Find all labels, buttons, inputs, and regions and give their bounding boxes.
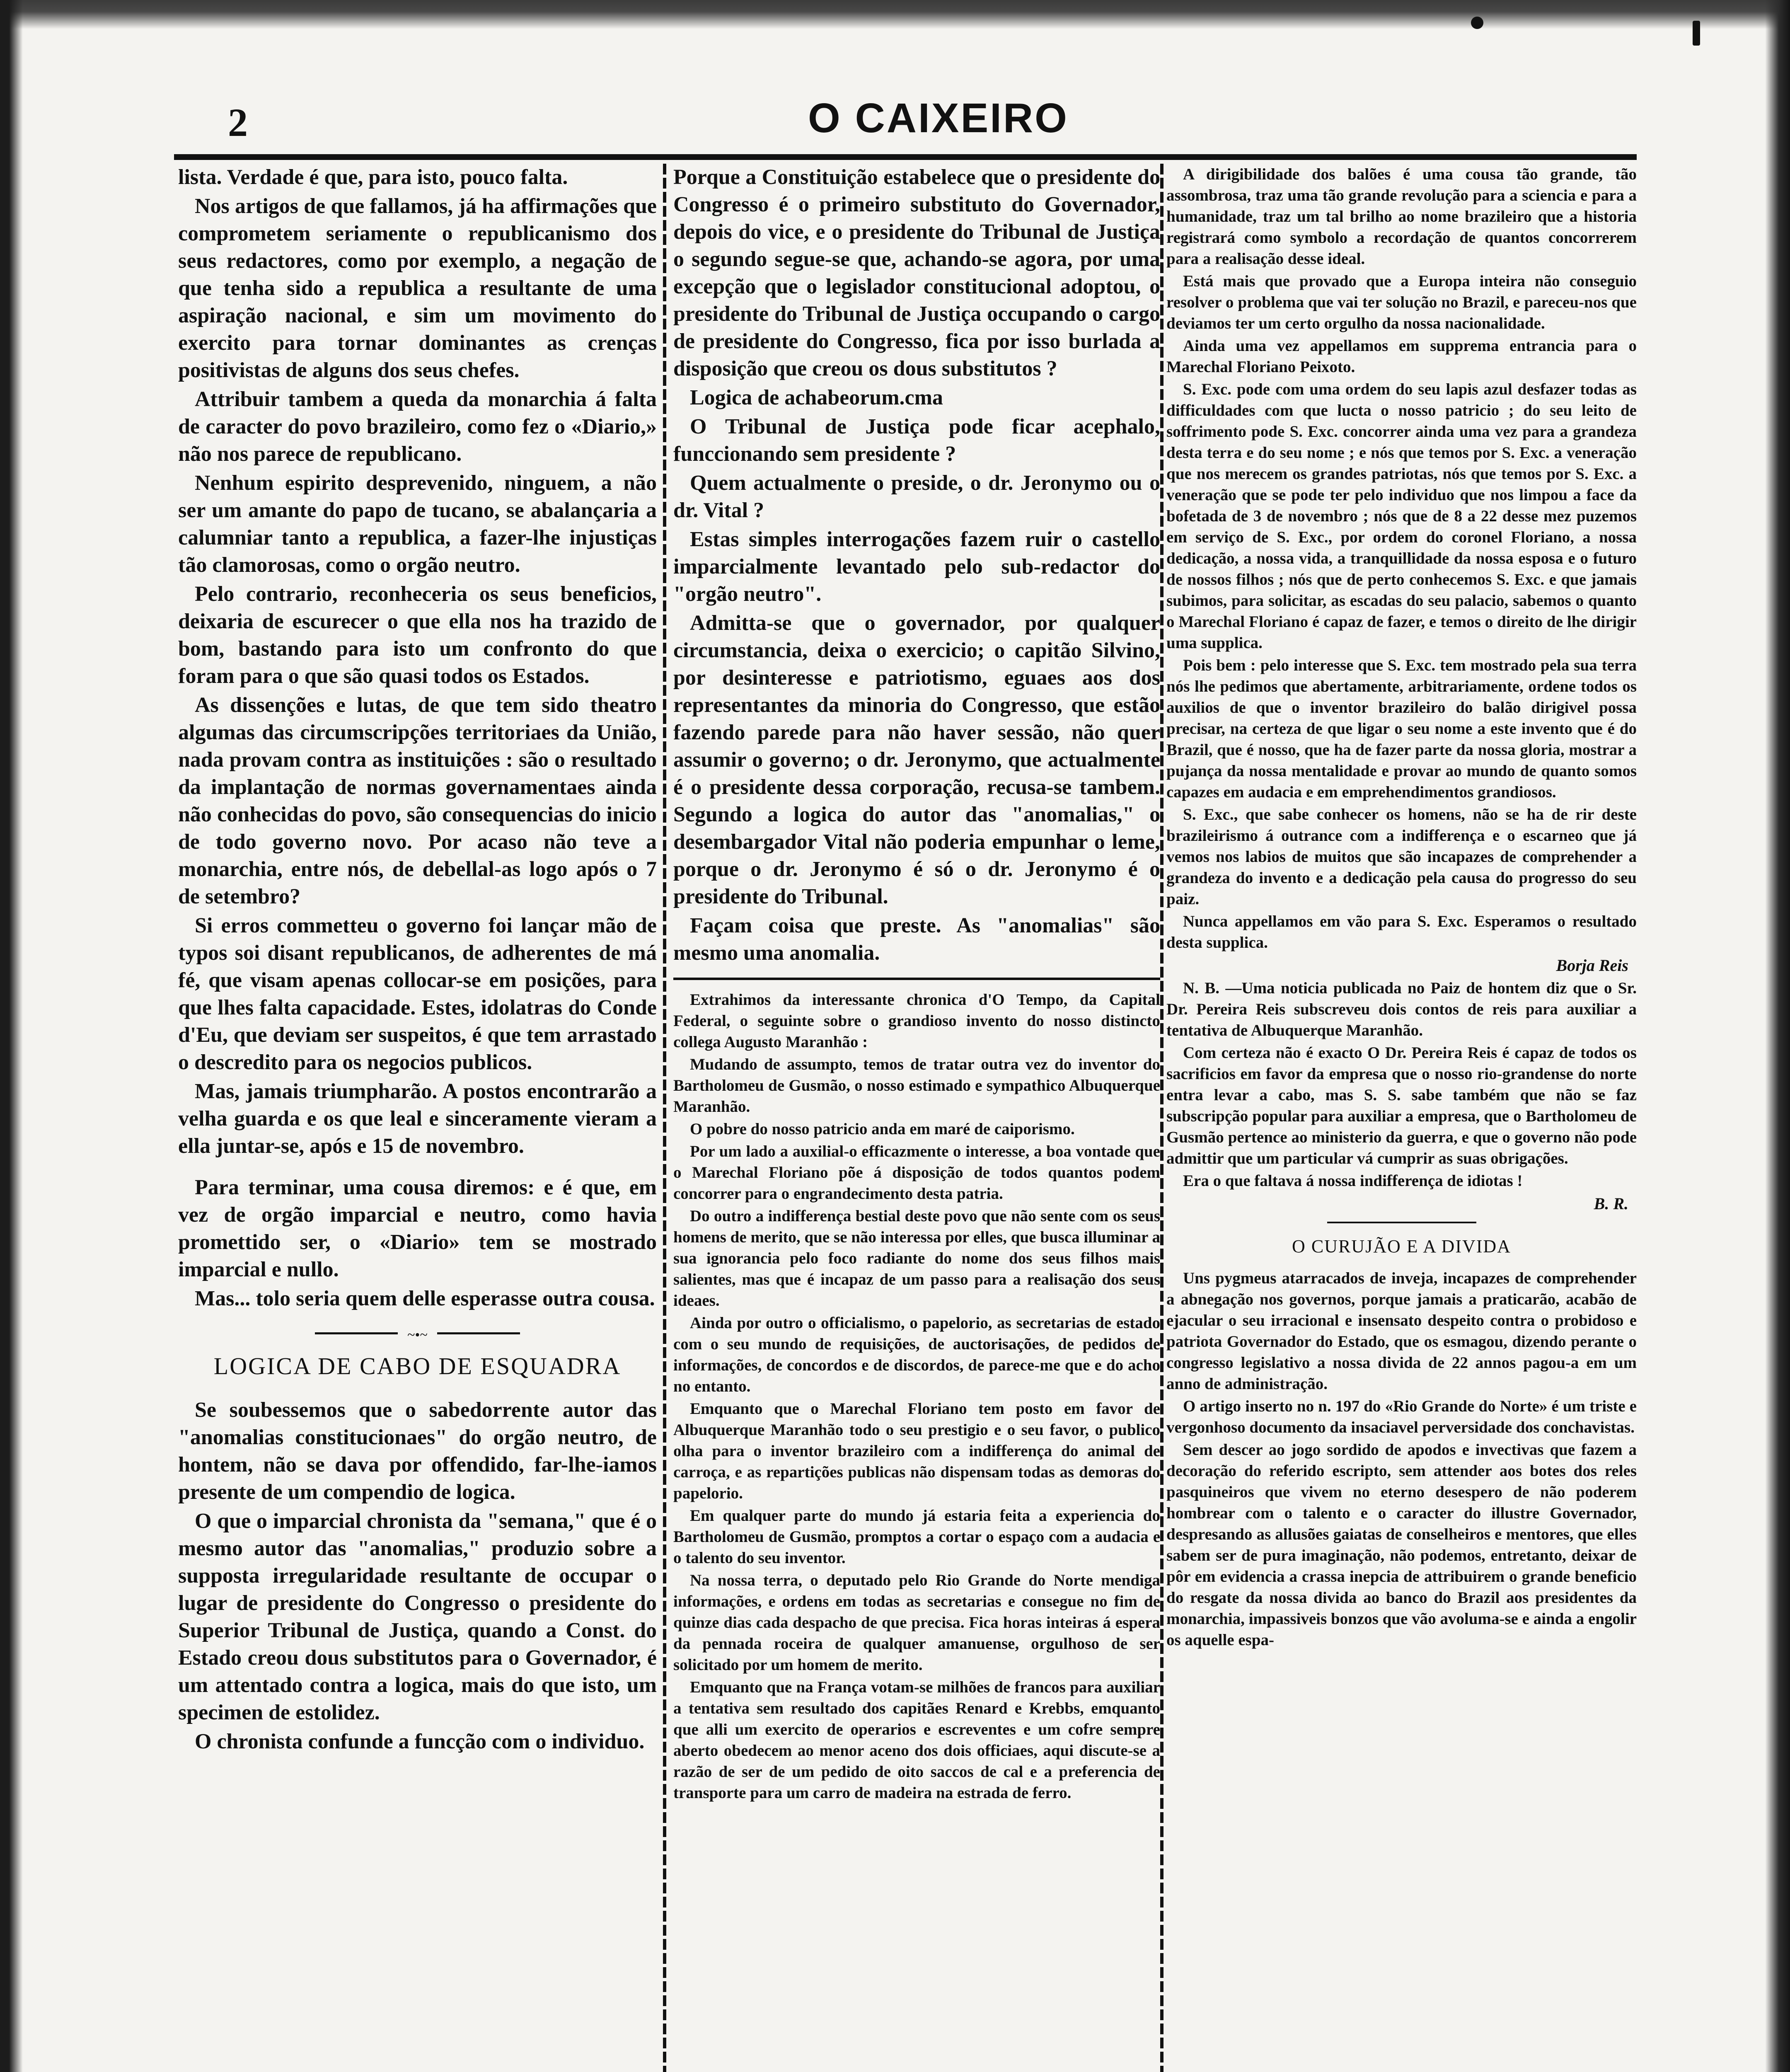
article-paragraph: Sem descer ao jogo sordido de apodos e invectivas que fazem a decoração do referido escripto, sem attender aos botes dos reles pasquineiros que vivem no eterno desespero de não poderem hombrear com o talento e o caracter do illustre Governador, despresando as allusões gaiatas de conselheiros e mentores, que elles sabem ser de pura imaginação, não podemos, entretanto, deixar de pôr em evidencia a crassa inepcia de attribuirem o grande beneficio do resgate da nossa divida ao banco do Brazil aos presidentes da monarchia, impassiveis bonzos que vão avoluma-se e ainda a engolir os aquelle espa- bbox=[1166, 1441, 1637, 1649]
article-paragraph: lista. Verdade é que, para isto, pouco falta. bbox=[178, 165, 568, 189]
article-paragraph: Se soubessemos que o sabedorrente autor das "anomalias constitucionaes" do orgão neutro, de hontem, não se dava por offendido, far-lhe-iamos presente de um compendio de logica. bbox=[178, 1398, 657, 1504]
article-paragraph: Si erros commetteu o governo foi lançar mão de typos soi disant republicanos, de adherentes de má fé, que visam apenas collocar-se em posições, para que lhes falta capacidade. Estes, idolatras do Conde d'Eu, que deviam ser suspeitos, é que tem arrastado o descredito para os negocios publicos. bbox=[178, 914, 657, 1074]
article-paragraph: S. Exc., que sabe conhecer os homens, não se ha de rir deste brazileirismo á outrance com a indifferença e o escarneo que já vemos nos labios de muitos que são incapazes de comprehender a grandeza do invento e a dedicação pela causa do progresso do seu paiz. bbox=[1166, 806, 1637, 908]
article-paragraph: Está mais que provado que a Europa inteira não conseguio resolver o problema que vai ter solução no Brazil, e pareceu-nos que deviamos ter um certo orgulho da nossa nacionalidade. bbox=[1166, 272, 1637, 332]
article-paragraph: Logica de achabeorum.cma bbox=[690, 386, 943, 409]
article-paragraph: O Tribunal de Justiça pode ficar acephalo, funccionando sem presidente ? bbox=[673, 415, 1160, 466]
header-rule bbox=[174, 154, 1637, 160]
article-paragraph: O que o imparcial chronista da "semana," que é o mesmo autor das "anomalias," produzio sobre a supposta irregularidade resultante de occupar o lugar de presidente do Congresso o presidente do Superior Tribunal de Justiça, quando a Const. do Estado creou dous substitutos para o Governador, é um attentado contra a logica, mais do que isto, um specimen de estolidez. bbox=[178, 1509, 657, 1724]
page-number: 2 bbox=[228, 100, 248, 145]
article-paragraph: Nenhum espirito desprevenido, ninguem, a não ser um amante do papo de tucano, se abalançaria a calumniar tanto a republica, a fazer-lhe injustiças tão clamorosas, como o orgão neutro. bbox=[178, 471, 657, 577]
section-ornament bbox=[178, 1327, 657, 1343]
masthead bbox=[178, 91, 1637, 149]
article-paragraph: N. B. —Uma noticia publicada no Paiz de hontem diz que o Sr. Dr. Pereira Reis subscreveu dois contos de reis para auxiliar a tentativa de Albuquerque Maranhão. bbox=[1166, 979, 1637, 1039]
article-paragraph: Nunca appellamos em vão para S. Exc. Esperamos o resultado desta supplica. bbox=[1166, 913, 1637, 951]
article-paragraph: Ainda uma vez appellamos em supprema entrancia para o Marechal Floriano Peixoto. bbox=[1166, 337, 1637, 376]
article-paragraph: O artigo inserto no n. 197 do «Rio Grande do Norte» é um triste e vergonhoso documento da insaciavel perversidade dos conchavistas. bbox=[1166, 1397, 1637, 1436]
column-2 bbox=[673, 164, 1160, 1805]
article-paragraph: Pois bem : pelo interesse que S. Exc. tem mostrado pela sua terra nós lhe pedimos que abertamente, arbitrariamente, ordene todos os auxilios de que o inventor brazileiro do balão dirigivel possa precisar, na certeza de que ligar o seu nome a este invento que é do Brazil, que é nosso, que ha de fazer parte da nossa gloria, mostrar a pujança da nossa mentalidade e provar ao mundo de quanto somos capazes em audacia e em emprehendimentos grandiosos. bbox=[1166, 656, 1637, 801]
section-rule bbox=[1327, 1222, 1476, 1223]
article-paragraph: Por um lado a auxilial-o efficazmente o interesse, a boa vontade que o Marechal Floriano põe á disposição de todos quantos podem concorrer para o engrandecimento desta patria. bbox=[673, 1143, 1160, 1203]
column-divider bbox=[663, 164, 666, 2072]
ornament-bar bbox=[437, 1332, 520, 1334]
section-rule bbox=[673, 978, 1160, 980]
article-paragraph: Com certeza não é exacto O Dr. Pereira Reis é capaz de todos os sacrificios em favor da empresa que o nosso rio-grandense do norte entra levar a cabo, mas S. S. sabe também que não se faz subscripção popular para auxiliar a empresa, que o Bartholomeu de Gusmão pertence ao ministerio da guerra, e que o governo não pode admittir que um particular vá cumprir as suas obrigações. bbox=[1166, 1044, 1637, 1167]
newspaper-title: O CAIXEIRO bbox=[808, 95, 1069, 141]
article-paragraph: Em qualquer parte do mundo já estaria feita a experiencia do Bartholomeu de Gusmão, promptos a cortar o espaço com a audacia e o talento do seu inventor. bbox=[673, 1507, 1160, 1567]
article-paragraph: A dirigibilidade dos balões é uma cousa tão grande, tão assombrosa, traz uma tão grande revolução para a sciencia e para a humanidade, traz um tal brilho ao nome brazileiro que a historia registrará como symbolo a recordação de quantos concorrerem para a realisação desse ideal. bbox=[1166, 165, 1637, 268]
article-paragraph: Para terminar, uma cousa diremos: e é que, em vez de orgão imparcial e neutro, como havia promettido ser, o «Diario» tem se mostrado imparcial e nullo. bbox=[178, 1176, 657, 1281]
article-paragraph: Mas... tolo seria quem delle esperasse outra cousa. bbox=[195, 1287, 655, 1310]
scan-border-left bbox=[0, 0, 23, 2072]
article-paragraph: Emquanto que na França votam-se milhões de francos para auxiliar a tentativa sem resultado dos capitães Renard e Krebbs, emquanto que alli um exercito de operarios e escreventes e um cofre sempre aberto obedecem ao menor aceno dos dois officiaes, aqui discute-se a razão de ser de um pedido de oito saccos de cal e a preferencia de transporte para um carro de madeira na estrada de ferro. bbox=[673, 1678, 1160, 1802]
article-paragraph: Emquanto que o Marechal Floriano tem posto em favor de Albuquerque Maranhão todo o seu prestigio e o seu favor, o publico olha para o inventor brazileiro com a indifferença do animal de carroça, e as repartições publicas não dispensam todas as demoras do papelorio. bbox=[673, 1400, 1160, 1502]
ornament-bar bbox=[315, 1332, 398, 1334]
article-paragraph: Uns pygmeus atarracados de inveja, incapazes de comprehender a abnegação nos governos, porque jamais a praticarão, acabão de ejacular o seu irracional e insensato despeito contra o probidoso e patriota Governador do Estado, que os esmagou, dizendo perante o congresso legislativo a nossa divida de 22 annos pagou-a em um anno de administração. bbox=[1166, 1269, 1637, 1393]
article-paragraph: Admitta-se que o governador, por qualquer circumstancia, deixa o exercicio; o capitão Silvino, por desinteresse e patriotismo, eguaes aos dos representantes da minoria do Congresso, que estão fazendo parede para não haver sessão, não quer assumir o governo; o dr. Jeronymo, que actualmente é o presidente dessa corporação, recusa-se tambem. Segundo a logica do autor das "anomalias," o desembargador Vital não poderia empunhar o leme, porque o dr. Jeronymo é só o dr. Jeronymo é o presidente do Tribunal. bbox=[673, 611, 1160, 908]
column-1 bbox=[178, 164, 657, 1757]
article-paragraph: As dissenções e lutas, de que tem sido theatro algumas das circumscripções territoriaes da União, nada provam contra as instituições : são o resultado da implantação de normas governamentaes ainda não conhecidas do povo, são consequencias do inicio de todo governo novo. Por acaso não teve a monarchia, entre nós, de debellal-as logo após o 7 de setembro? bbox=[178, 693, 657, 908]
article-paragraph: Estas simples interrogações fazem ruir o castello imparcialmente levantado pelo sub-redactor do "orgão neutro". bbox=[673, 528, 1160, 606]
ink-speck bbox=[1471, 17, 1483, 29]
article-paragraph: Façam coisa que preste. As "anomalias" são mesmo uma anomalia. bbox=[673, 914, 1160, 965]
article-paragraph: Nos artigos de que fallamos, já ha affirmações que comprometem seriamente o republicanismo dos seus redactores, como por exemplo, a negação de que tenha sido a republica a resultante de uma aspiração nacional, e sim um movimento do exercito para tornar dominantes as crenças positivistas de alguns dos seus chefes. bbox=[178, 194, 657, 382]
article-paragraph: Porque a Constituição estabelece que o presidente do Congresso é o primeiro substituto do Governador, depois do vice, e o presidente do Tribunal de Justiça o segundo segue-se que, achando-se agora, por uma excepção que o legislador constitucional adoptou, o presidente do Tribunal de Justiça occupando o cargo de presidente do Congresso, fica por isso burlada a disposição que creou os dous substitutos ? bbox=[673, 165, 1160, 380]
article-paragraph: Ainda por outro o officialismo, o papelorio, as secretarias de estado com o seu mundo de requisições, de auctorisações, de pedidos de informações, de concordos e de discordos, de parece-me que e do acho no entanto. bbox=[673, 1314, 1160, 1395]
article-paragraph: Extrahimos da interessante chronica d'O Tempo, da Capital Federal, o seguinte sobre o grandioso invento do nosso distincto collega Augusto Maranhão : bbox=[673, 991, 1160, 1051]
column-divider bbox=[1160, 164, 1164, 2072]
article-paragraph: Era o que faltava á nossa indifferença de idiotas ! bbox=[1183, 1172, 1523, 1190]
scan-border-top bbox=[0, 0, 1790, 29]
article-headline: LOGICA DE CABO DE ESQUADRA bbox=[213, 1353, 622, 1380]
ornament-knot: ~•~ bbox=[407, 1327, 428, 1343]
article-headline: O CURUJÃO E A DIVIDA bbox=[1292, 1236, 1511, 1256]
article-paragraph: Mas, jamais triumpharão. A postos encontrarão a velha guarda e os que leal e sinceramente vieram a ella juntar-se, após e 15 de novembro. bbox=[178, 1080, 657, 1158]
article-paragraph: Attribuir tambem a queda da monarchia á falta de caracter do povo brazileiro, como fez o «Diario,» não nos parece de republicano. bbox=[178, 387, 657, 466]
article-paragraph: Pelo contrario, reconheceria os seus beneficios, deixaria de escurecer o que ella nos ha trazido de bom, bastando para isto um confronto do que foram para o que são quasi todos os Estados. bbox=[178, 582, 657, 688]
ink-speck bbox=[1693, 21, 1700, 46]
scan-border-right bbox=[1765, 0, 1790, 2072]
article-paragraph: Mudando de assumpto, temos de tratar outra vez do inventor do Bartholomeu de Gusmão, o nosso estimado e sympathico Albuquerque Maranhão. bbox=[673, 1055, 1160, 1116]
author-signature: B. R. bbox=[1594, 1194, 1628, 1213]
author-signature: Borja Reis bbox=[1556, 956, 1628, 975]
article-paragraph: Quem actualmente o preside, o dr. Jeronymo ou o dr. Vital ? bbox=[673, 471, 1160, 522]
column-3 bbox=[1166, 164, 1637, 1652]
article-paragraph: Na nossa terra, o deputado pelo Rio Grande do Norte mendiga informações, e ordens em todas as secretarias e consegue no fim de quinze dias cada despacho de que precisa. Fica horas inteiras á espera da pennada roceira de qualquer amanuense, orgulhoso de ser solicitado por um homem de merito. bbox=[673, 1571, 1160, 1674]
article-paragraph: S. Exc. pode com uma ordem do seu lapis azul desfazer todas as difficuldades com que lucta o nosso patricio ; do seu leito de soffrimento pode S. Exc. concorrer ainda uma vez para a grandeza desta terra e do seu nome ; e nós que temos por S. Exc. a veneração que nos merecem os grandes patriotas, nós que temos por S. Exc. a veneração que se pode ter pelo individuo que nos limpou a face da bofetada de 3 de novembro ; nós que de 8 a 22 desse mez puzemos em serviço de S. Exc., por ordem do coronel Floriano, a nossa dedicação, a nossa vida, a tranquillidade da nossa esposa e o futuro de nossos filhos ; nós que de perto conhecemos S. Exc. e que jamais subimos, para solicitar, as escadas do seu palacio, sabemos o quanto o Marechal Floriano é capaz de fazer, e temos o direito de lhe dirigir uma supplica. bbox=[1166, 380, 1637, 652]
article-paragraph: Do outro a indifferença bestial deste povo que não sente com os seus homens de merito, que se não interessa por elles, que busca illuminar a sua ignorancia pelo foco radiante do nome dos seus filhos mais salientes, mas que é incapaz de um passo para a realisação dos seus ideaes. bbox=[673, 1207, 1160, 1310]
article-paragraph: O chronista confunde a funcção com o individuo. bbox=[195, 1730, 645, 1753]
article-paragraph: O pobre do nosso patricio anda em maré de caiporismo. bbox=[690, 1120, 1075, 1138]
